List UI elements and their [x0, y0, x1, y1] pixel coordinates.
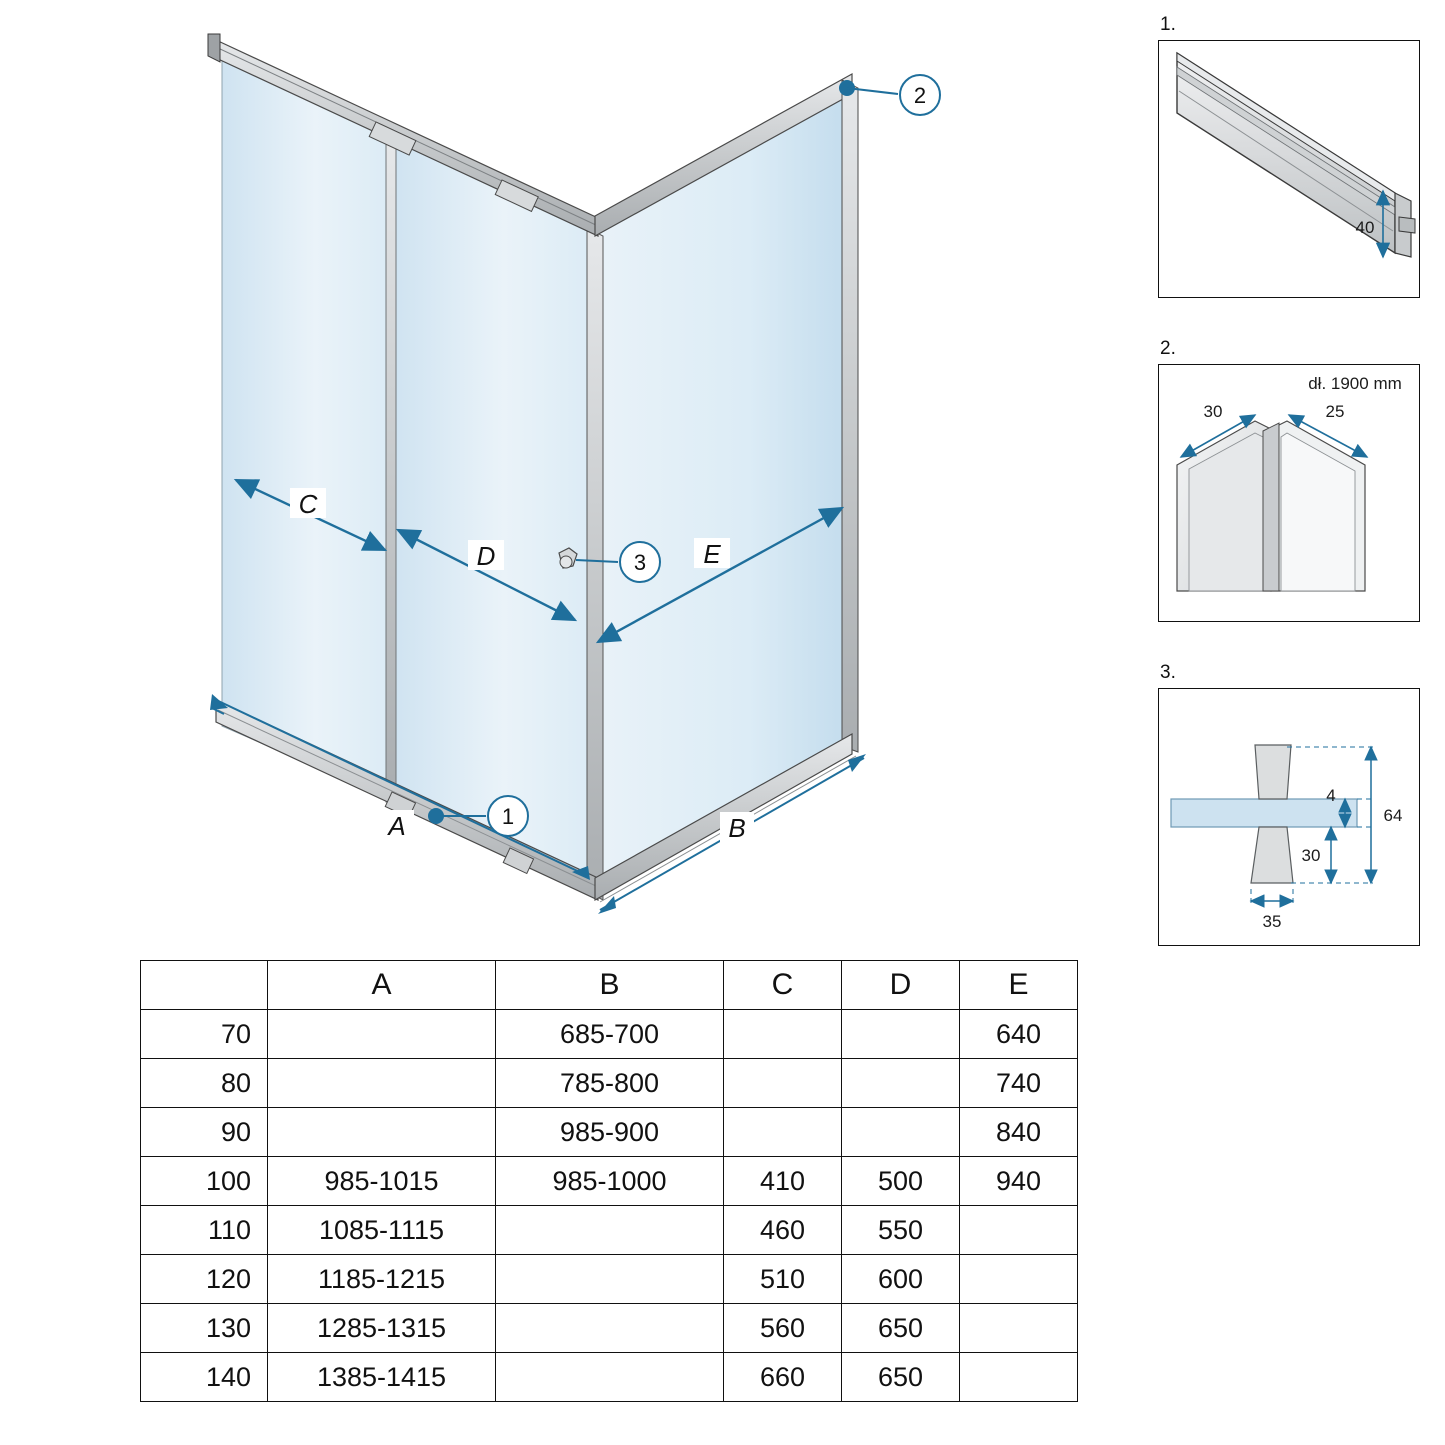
detail-panel-1-profile: [1158, 40, 1420, 298]
cell-b: 785-800: [496, 1059, 724, 1108]
table-row: [141, 1059, 1078, 1108]
cell-size: 90: [141, 1108, 268, 1157]
dimension-label-C: C: [298, 489, 318, 519]
cell-a: [268, 1108, 496, 1157]
cell-b: [496, 1206, 724, 1255]
table-row: [141, 1157, 1078, 1206]
detail-2-dimension-30-label: 30: [1203, 402, 1223, 421]
detail-3-dimension-35-label: 35: [1262, 912, 1282, 931]
detail-3-dimension-4-label: 4: [1326, 786, 1336, 805]
table-header-row: [141, 961, 1078, 1010]
knob-lower: [1251, 827, 1293, 883]
cell-size: 130: [141, 1304, 268, 1353]
table-row: [141, 1304, 1078, 1353]
dimension-label-B: B: [728, 813, 746, 843]
cell-c: [724, 1010, 842, 1059]
cell-e: [960, 1255, 1078, 1304]
detail-2-number: 2.: [1160, 338, 1176, 359]
cell-size: 80: [141, 1059, 268, 1108]
cell-b: 685-700: [496, 1010, 724, 1059]
cell-size: 70: [141, 1010, 268, 1059]
cell-c: 460: [724, 1206, 842, 1255]
detail-1-dimension-label: 40: [1355, 218, 1375, 237]
corner-center-post: [1263, 423, 1279, 591]
cell-d: 500: [842, 1157, 960, 1206]
knob-upper: [1255, 745, 1291, 799]
cell-d: [842, 1010, 960, 1059]
cell-a: [268, 1010, 496, 1059]
detail-2-dimension-25-label: 25: [1325, 402, 1345, 421]
cell-c: 510: [724, 1255, 842, 1304]
cell-d: [842, 1108, 960, 1157]
table-header-c: C: [724, 961, 842, 1010]
front-left-glass-panel: [222, 58, 392, 800]
cell-a: 1285-1315: [268, 1304, 496, 1353]
cell-e: 840: [960, 1108, 1078, 1157]
cell-a: 1085-1115: [268, 1206, 496, 1255]
table-row: [141, 1255, 1078, 1304]
cell-b: [496, 1255, 724, 1304]
cell-a: 1185-1215: [268, 1255, 496, 1304]
cell-c: 660: [724, 1353, 842, 1402]
detail-3-dimension-64-label: 64: [1383, 806, 1403, 825]
table-header-d: D: [842, 961, 960, 1010]
cell-e: [960, 1353, 1078, 1402]
cell-c: [724, 1108, 842, 1157]
detail-panel-3-handle: [1158, 688, 1420, 946]
wall-profile-right: [842, 80, 858, 752]
callout-2-label: 2: [913, 83, 927, 108]
dimension-label-D: D: [476, 541, 496, 571]
cell-a: 985-1015: [268, 1157, 496, 1206]
cell-size: 110: [141, 1206, 268, 1255]
cell-b: 985-1000: [496, 1157, 724, 1206]
callout-3-label: 3: [633, 550, 647, 575]
table-header-size: [141, 961, 268, 1010]
cell-d: 650: [842, 1353, 960, 1402]
table-header-e: E: [960, 961, 1078, 1010]
cell-e: 740: [960, 1059, 1078, 1108]
detail-3-dimension-64: [1371, 747, 1402, 883]
dimension-label-A: A: [388, 811, 406, 841]
callout-1-label: 1: [501, 804, 515, 829]
cell-d: 650: [842, 1304, 960, 1353]
cell-e: 940: [960, 1157, 1078, 1206]
cell-b: [496, 1353, 724, 1402]
cell-e: 640: [960, 1010, 1078, 1059]
dimensions-table: [140, 960, 1078, 1402]
cell-e: [960, 1206, 1078, 1255]
detail-3-number: 3.: [1160, 662, 1176, 683]
corner-post: [587, 228, 603, 900]
cell-c: 410: [724, 1157, 842, 1206]
cell-e: [960, 1304, 1078, 1353]
cell-size: 120: [141, 1255, 268, 1304]
cell-b: [496, 1304, 724, 1353]
cell-b: 985-900: [496, 1108, 724, 1157]
table-row: [141, 1353, 1078, 1402]
dimension-label-E: E: [703, 539, 721, 569]
front-panel-divider: [386, 136, 396, 802]
cell-d: 550: [842, 1206, 960, 1255]
cell-c: 560: [724, 1304, 842, 1353]
table-header-b: B: [496, 961, 724, 1010]
cell-size: 140: [141, 1353, 268, 1402]
detail-panel-2-corner: [1158, 364, 1420, 622]
detail-3-dimension-35: [1251, 901, 1293, 931]
front-right-glass-panel: [392, 138, 595, 896]
table-row: [141, 1108, 1078, 1157]
table-header-a: A: [268, 961, 496, 1010]
cell-a: 1385-1415: [268, 1353, 496, 1402]
cell-d: [842, 1059, 960, 1108]
table-row: [141, 1010, 1078, 1059]
shower-enclosure-isometric-drawing: [180, 10, 1010, 950]
table-row: [141, 1206, 1078, 1255]
detail-3-dimension-30-label: 30: [1301, 846, 1321, 865]
cell-d: 600: [842, 1255, 960, 1304]
cell-a: [268, 1059, 496, 1108]
cell-size: 100: [141, 1157, 268, 1206]
detail-2-length-note: dł. 1900 mm: [1308, 374, 1402, 393]
detail-1-number: 1.: [1160, 14, 1176, 35]
cell-c: [724, 1059, 842, 1108]
detail-3-dimension-30: [1302, 827, 1331, 883]
